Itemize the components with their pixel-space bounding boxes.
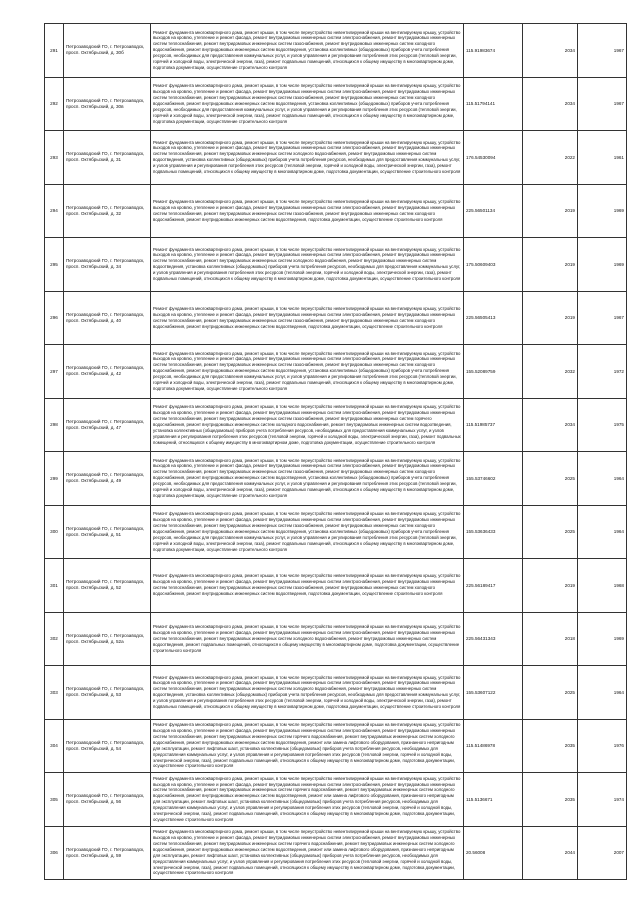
row-number-cell: 298 — [45, 398, 64, 452]
build-year-cell: 1976 — [578, 719, 627, 773]
row-number-cell: 292 — [45, 77, 64, 131]
address-cell: Петрозаводский ГО, г. Петрозаводск, просп. Октябрьский, д. 51 — [64, 505, 151, 559]
address-cell: Петрозаводский ГО, г. Петрозаводск, просп. Октябрьский, д. 56 — [64, 773, 151, 827]
table-row — [45, 291, 627, 345]
cost-cell: 225.56431343 — [464, 612, 523, 666]
cost-cell: 225.56501134 — [464, 184, 523, 238]
planned-year-cell: 2019 — [523, 559, 578, 613]
works-cell: Ремонт фундамента многоквартирного дома, ремонт крыши, в том числе переустройство невентилируемой крыши на вентилируемую крышу, устройство выходов на кровлю, утепление и ремонт фасада, ремонт внутридомовых инженерных систем электроснабжения, ремонт внутридомовых инженерных систем теплоснабжения, ремонт внутридомовых инженерных систем холодного водоснабжения, ремонт внутридомовых инженерных систем водоотведения, ремонт подвальных помещений, относящихся к общему имуществу в многоквартирном доме, подготовка документации, осуществление строительного контроля — [151, 612, 464, 666]
planned-year-cell: 2035 — [523, 773, 578, 827]
works-cell: Ремонт фундамента многоквартирного дома, ремонт крыши, в том числе переустройство невентилируемой крыши на вентилируемую крышу, устройство выходов на кровлю, утепление и ремонт фасада, ремонт внутридомовых инженерных систем электроснабжения, ремонт внутридомовых инженерных систем теплоснабжения, ремонт внутридомовых инженерных систем газоснабжения, ремонт внутридомовых инженерных систем холодного водоснабжения, ремонт внутридомовых инженерных систем водоотведения, установка коллективных (общедомовых) приборов учета потребления ресурсов, необходимых для предоставления коммунальных услуг, и узлов управления и регулирования потребления этих ресурсов (тепловой энергии, горячей и холодной воды, электрической энергии, газа), ремонт подвальных помещений, относящихся к общему имуществу в многоквартирном доме, подготовка документации, осуществление строительного контроля — [151, 505, 464, 559]
works-cell: Ремонт фундамента многоквартирного дома, ремонт крыши, в том числе переустройство невентилируемой крыши на вентилируемую крышу, устройство выходов на кровлю, утепление и ремонт фасада, ремонт внутридомовых инженерных систем электроснабжения, ремонт внутридомовых инженерных систем теплоснабжения, ремонт внутридомовых инженерных систем газоснабжения, ремонт внутридомовых инженерных систем холодного водоснабжения, ремонт внутридомовых инженерных систем водоотведения, установка коллективных (общедомовых) приборов учета потребления ресурсов, необходимых для предоставления коммунальных услуг, и узлов управления и регулирования потребления этих ресурсов (тепловой энергии, горячей и холодной воды, электрической энергии, газа), ремонт подвальных помещений, относящихся к общему имуществу в многоквартирном доме, подготовка документации, осуществление строительного контроля — [151, 452, 464, 506]
address-cell: Петрозаводский ГО, г. Петрозаводск, просп. Октябрьский, д. 53 — [64, 666, 151, 720]
build-year-cell: 1975 — [578, 398, 627, 452]
build-year-cell: 1964 — [578, 452, 627, 506]
build-year-cell: 1969 — [578, 238, 627, 292]
cost-cell: 115.51486978 — [464, 719, 523, 773]
address-cell: Петрозаводский ГО, г. Петрозаводск, просп. Октябрьский, д. 52 — [64, 559, 151, 613]
table-row — [45, 24, 627, 78]
address-cell: Петрозаводский ГО, г. Петрозаводск, просп. Октябрьский, д. 30б — [64, 24, 151, 78]
works-cell: Ремонт фундамента многоквартирного дома, ремонт крыши, в том числе переустройство невентилируемой крыши на вентилируемую крышу, устройство выходов на кровлю, утепление и ремонт фасада, ремонт внутридомовых инженерных систем электроснабжения, ремонт внутридомовых инженерных систем теплоснабжения, ремонт внутридомовых инженерных систем газоснабжения, ремонт внутридомовых инженерных систем холодного водоснабжения, ремонт внутридомовых инженерных систем водоотведения, установка коллективных (общедомовых) приборов учета потребления ресурсов, необходимых для предоставления коммунальных услуг, и узлов управления и регулирования потребления этих ресурсов (тепловой энергии, горячей и холодной воды, электрической энергии, газа), ремонт подвальных помещений, относящихся к общему имуществу в многоквартирном доме, подготовка документации, осуществление строительного контроля — [151, 24, 464, 78]
table-row — [45, 612, 627, 666]
cost-cell: 115.91983674 — [464, 24, 523, 78]
table-row — [45, 559, 627, 613]
build-year-cell: 1968 — [578, 559, 627, 613]
planned-year-cell: 2019 — [523, 291, 578, 345]
row-number-cell: 301 — [45, 559, 64, 613]
address-cell: Петрозаводский ГО, г. Петрозаводск, просп. Октябрьский, д. 31 — [64, 131, 151, 185]
address-cell: Петрозаводский ГО, г. Петрозаводск, просп. Октябрьский, д. 47 — [64, 398, 151, 452]
planned-year-cell: 2025 — [523, 505, 578, 559]
table-row — [45, 666, 627, 720]
works-cell: Ремонт фундамента многоквартирного дома, ремонт крыши, в том числе переустройство невентилируемой крыши на вентилируемую крышу, устройство выходов на кровлю, утепление и ремонт фасада, ремонт внутридомовых инженерных систем электроснабжения, ремонт внутридомовых инженерных систем теплоснабжения, ремонт внутридомовых инженерных систем газоснабжения, ремонт внутридомовых инженерных систем холодного водоснабжения, ремонт внутридомовых инженерных систем водоотведения, подготовка документации, осуществление строительного контроля — [151, 184, 464, 238]
cost-cell: 20.56008 — [464, 826, 523, 880]
table-body — [45, 24, 627, 880]
works-cell: Ремонт фундамента многоквартирного дома, ремонт крыши, в том числе переустройство невентилируемой крыши на вентилируемую крышу, устройство выходов на кровлю, утепление и ремонт фасада, ремонт внутридомовых инженерных систем электроснабжения, ремонт внутридомовых инженерных систем теплоснабжения, ремонт внутридомовых инженерных систем газоснабжения, ремонт внутридомовых инженерных систем холодного водоснабжения, ремонт внутридомовых инженерных систем водоотведения, установка коллективных (общедомовых) приборов учета потребления ресурсов, необходимых для предоставления коммунальных услуг, и узлов управления и регулирования потребления этих ресурсов (тепловой энергии, горячей и холодной воды, электрической энергии, газа), ремонт подвальных помещений, относящихся к общему имуществу в многоквартирном доме, подготовка документации, осуществление строительного контроля — [151, 77, 464, 131]
planned-year-cell: 2044 — [523, 826, 578, 880]
row-number-cell: 300 — [45, 505, 64, 559]
row-number-cell: 302 — [45, 612, 64, 666]
row-number-cell: 306 — [45, 826, 64, 880]
address-cell: Петрозаводский ГО, г. Петрозаводск, просп. Октябрьский, д. 49 — [64, 452, 151, 506]
cost-cell: 155.53607122 — [464, 666, 523, 720]
capital-repair-table — [44, 23, 627, 880]
works-cell: Ремонт фундамента многоквартирного дома, ремонт крыши, в том числе переустройство невентилируемой крыши на вентилируемую крышу, устройство выходов на кровлю, утепление и ремонт фасада, ремонт внутридомовых инженерных систем электроснабжения, ремонт внутридомовых инженерных систем теплоснабжения, ремонт внутридомовых инженерных систем газоснабжения, ремонт внутридомовых инженерных систем холодного водоснабжения, ремонт внутридомовых инженерных систем водоотведения, подготовка документации, осуществление строительного контроля — [151, 559, 464, 613]
build-year-cell: 1964 — [578, 505, 627, 559]
cost-cell: 176.54530094 — [464, 131, 523, 185]
cost-cell: 155.52089759 — [464, 345, 523, 399]
cost-cell: 115.51794141 — [464, 77, 523, 131]
build-year-cell: 1961 — [578, 131, 627, 185]
row-number-cell: 294 — [45, 184, 64, 238]
planned-year-cell: 2025 — [523, 666, 578, 720]
table-row — [45, 505, 627, 559]
works-cell: Ремонт фундамента многоквартирного дома, ремонт крыши, в том числе переустройство невентилируемой крыши на вентилируемую крышу, устройство выходов на кровлю, утепление и ремонт фасада, ремонт внутридомовых инженерных систем электроснабжения, ремонт внутридомовых инженерных систем теплоснабжения, ремонт внутридомовых инженерных систем газоснабжения, ремонт внутридомовых инженерных систем горячего водоснабжения, ремонт внутридомовых инженерных систем холодного водоснабжения, ремонт внутридомовых инженерных систем водоотведения, установка коллективных (общедомовых) приборов учета потребления ресурсов, необходимых для предоставления коммунальных услуг, и узлов управления и регулирования потребления этих ресурсов (тепловой энергии, горячей и холодной воды, электрической энергии, газа), ремонт подвальных помещений, относящихся к общему имуществу в многоквартирном доме, подготовка документации, осуществление строительного контроля — [151, 398, 464, 452]
build-year-cell: 1974 — [578, 773, 627, 827]
table-row — [45, 773, 627, 827]
planned-year-cell: 2019 — [523, 184, 578, 238]
table-row — [45, 184, 627, 238]
planned-year-cell: 2019 — [523, 238, 578, 292]
build-year-cell: 1967 — [578, 24, 627, 78]
row-number-cell: 304 — [45, 719, 64, 773]
address-cell: Петрозаводский ГО, г. Петрозаводск, просп. Октябрьский, д. 52а — [64, 612, 151, 666]
row-number-cell: 295 — [45, 238, 64, 292]
planned-year-cell: 2034 — [523, 398, 578, 452]
cost-cell: 225.56189417 — [464, 559, 523, 613]
build-year-cell: 1969 — [578, 184, 627, 238]
works-cell: Ремонт фундамента многоквартирного дома, ремонт крыши, в том числе переустройство невентилируемой крыши на вентилируемую крышу, устройство выходов на кровлю, утепление и ремонт фасада, ремонт внутридомовых инженерных систем электроснабжения, ремонт внутридомовых инженерных систем теплоснабжения, ремонт внутридомовых инженерных систем горячего водоснабжения, ремонт внутридомовых инженерных систем холодного водоснабжения, ремонт внутридомовых инженерных систем водоотведения, ремонт или замена лифтового оборудования, признанного непригодным для эксплуатации, ремонт лифтовых шахт, установка коллективных (общедомовых) приборов учета потребления ресурсов, необходимых для предоставления коммунальных услуг, и узлов управления и регулирования потребления этих ресурсов (тепловой энергии, горячей и холодной воды, электрической энергии, газа), ремонт подвальных помещений, относящихся к общему имуществу в многоквартирном доме, подготовка документации, осуществление строительного контроля — [151, 773, 464, 827]
table-row — [45, 77, 627, 131]
build-year-cell: 1969 — [578, 612, 627, 666]
build-year-cell: 2007 — [578, 826, 627, 880]
works-cell: Ремонт фундамента многоквартирного дома, ремонт крыши, в том числе переустройство невентилируемой крыши на вентилируемую крышу, устройство выходов на кровлю, утепление и ремонт фасада, ремонт внутридомовых инженерных систем электроснабжения, ремонт внутридомовых инженерных систем теплоснабжения, ремонт внутридомовых инженерных систем газоснабжения, ремонт внутридомовых инженерных систем холодного водоснабжения, ремонт внутридомовых инженерных систем водоотведения, подготовка документации, осуществление строительного контроля — [151, 291, 464, 345]
cost-cell: 155.53746602 — [464, 452, 523, 506]
address-cell: Петрозаводский ГО, г. Петрозаводск, просп. Октябрьский, д. 30в — [64, 77, 151, 131]
works-cell: Ремонт фундамента многоквартирного дома, ремонт крыши, в том числе переустройство невентилируемой крыши на вентилируемую крышу, устройство выходов на кровлю, утепление и ремонт фасада, ремонт внутридомовых инженерных систем электроснабжения, ремонт внутридомовых инженерных систем теплоснабжения, ремонт внутридомовых инженерных систем горячего водоснабжения, ремонт внутридомовых инженерных систем холодного водоснабжения, ремонт внутридомовых инженерных систем водоотведения, ремонт или замена лифтового оборудования, признанного непригодным для эксплуатации, ремонт лифтовых шахт, установка коллективных (общедомовых) приборов учета потребления ресурсов, необходимых для предоставления коммунальных услуг, и узлов управления и регулирования потребления этих ресурсов (тепловой энергии, горячей и холодной воды, электрической энергии, газа), ремонт подвальных помещений, относящихся к общему имуществу в многоквартирном доме, подготовка документации, осуществление строительного контроля — [151, 826, 464, 880]
build-year-cell: 1967 — [578, 77, 627, 131]
table-row — [45, 398, 627, 452]
table-row — [45, 719, 627, 773]
address-cell: Петрозаводский ГО, г. Петрозаводск, просп. Октябрьский, д. 40 — [64, 291, 151, 345]
works-cell: Ремонт фундамента многоквартирного дома, ремонт крыши, в том числе переустройство невентилируемой крыши на вентилируемую крышу, устройство выходов на кровлю, утепление и ремонт фасада, ремонт внутридомовых инженерных систем электроснабжения, ремонт внутридомовых инженерных систем теплоснабжения, ремонт внутридомовых инженерных систем холодного водоснабжения, ремонт внутридомовых инженерных систем водоотведения, установка коллективных (общедомовых) приборов учета потребления ресурсов, необходимых для предоставления коммунальных услуг, и узлов управления и регулирования потребления этих ресурсов (тепловой энергии, горячей и холодной воды, электрической энергии, газа), ремонт подвальных помещений, относящихся к общему имуществу в многоквартирном доме, подготовка документации, осуществление строительного контроля — [151, 666, 464, 720]
row-number-cell: 305 — [45, 773, 64, 827]
works-cell: Ремонт фундамента многоквартирного дома, ремонт крыши, в том числе переустройство невентилируемой крыши на вентилируемую крышу, устройство выходов на кровлю, утепление и ремонт фасада, ремонт внутридомовых инженерных систем электроснабжения, ремонт внутридомовых инженерных систем теплоснабжения, ремонт внутридомовых инженерных систем горячего водоснабжения, ремонт внутридомовых инженерных систем холодного водоснабжения, ремонт внутридомовых инженерных систем водоотведения, ремонт или замена лифтового оборудования, признанного непригодным для эксплуатации, ремонт лифтовых шахт, установка коллективных (общедомовых) приборов учета потребления ресурсов, необходимых для предоставления коммунальных услуг, и узлов управления и регулирования потребления этих ресурсов (тепловой энергии, горячей и холодной воды, электрической энергии, газа), ремонт подвальных помещений, относящихся к общему имуществу в многоквартирном доме, подготовка документации, осуществление строительного контроля — [151, 719, 464, 773]
planned-year-cell: 2025 — [523, 452, 578, 506]
build-year-cell: 1967 — [578, 291, 627, 345]
cost-cell: 175.50609403 — [464, 238, 523, 292]
planned-year-cell: 2034 — [523, 77, 578, 131]
row-number-cell: 297 — [45, 345, 64, 399]
address-cell: Петрозаводский ГО, г. Петрозаводск, просп. Октябрьский, д. 54 — [64, 719, 151, 773]
cost-cell: 155.53636433 — [464, 505, 523, 559]
address-cell: Петрозаводский ГО, г. Петрозаводск, просп. Октябрьский, д. 59 — [64, 826, 151, 880]
works-cell: Ремонт фундамента многоквартирного дома, ремонт крыши, в том числе переустройство невентилируемой крыши на вентилируемую крышу, устройство выходов на кровлю, утепление и ремонт фасада, ремонт внутридомовых инженерных систем электроснабжения, ремонт внутридомовых инженерных систем теплоснабжения, ремонт внутридомовых инженерных систем холодного водоснабжения, ремонт внутридомовых инженерных систем водоотведения, установка коллективных (общедомовых) приборов учета потребления ресурсов, необходимых для предоставления коммунальных услуг, и узлов управления и регулирования потребления этих ресурсов (тепловой энергии, горячей и холодной воды, электрической энергии, газа), ремонт подвальных помещений, относящихся к общему имуществу в многоквартирном доме, подготовка документации, осуществление строительного контроля — [151, 238, 464, 292]
row-number-cell: 291 — [45, 24, 64, 78]
table-row — [45, 345, 627, 399]
row-number-cell: 296 — [45, 291, 64, 345]
planned-year-cell: 2034 — [523, 24, 578, 78]
planned-year-cell: 2022 — [523, 131, 578, 185]
planned-year-cell: 2035 — [523, 719, 578, 773]
works-cell: Ремонт фундамента многоквартирного дома, ремонт крыши, в том числе переустройство невентилируемой крыши на вентилируемую крышу, устройство выходов на кровлю, утепление и ремонт фасада, ремонт внутридомовых инженерных систем электроснабжения, ремонт внутридомовых инженерных систем теплоснабжения, ремонт внутридомовых инженерных систем холодного водоснабжения, ремонт внутридомовых инженерных систем водоотведения, установка коллективных (общедомовых) приборов учета потребления ресурсов, необходимых для предоставления коммунальных услуг, и узлов управления и регулирования потребления этих ресурсов (тепловой энергии, горячей и холодной воды, электрической энергии, газа), ремонт подвальных помещений, относящихся к общему имуществу в многоквартирном доме, подготовка документации, осуществление строительного контроля — [151, 131, 464, 185]
cost-cell: 115.51985737 — [464, 398, 523, 452]
table-row — [45, 238, 627, 292]
address-cell: Петрозаводский ГО, г. Петрозаводск, просп. Октябрьский, д. 32 — [64, 184, 151, 238]
address-cell: Петрозаводский ГО, г. Петрозаводск, просп. Октябрьский, д. 34 — [64, 238, 151, 292]
planned-year-cell: 2032 — [523, 345, 578, 399]
document-sheet — [44, 23, 624, 880]
address-cell: Петрозаводский ГО, г. Петрозаводск, просп. Октябрьский, д. 42 — [64, 345, 151, 399]
table-row — [45, 826, 627, 880]
build-year-cell: 1964 — [578, 666, 627, 720]
build-year-cell: 1972 — [578, 345, 627, 399]
table-row — [45, 131, 627, 185]
row-number-cell: 303 — [45, 666, 64, 720]
table-row — [45, 452, 627, 506]
cost-cell: 115.5136671 — [464, 773, 523, 827]
cost-cell: 225.56505413 — [464, 291, 523, 345]
planned-year-cell: 2018 — [523, 612, 578, 666]
row-number-cell: 299 — [45, 452, 64, 506]
works-cell: Ремонт фундамента многоквартирного дома, ремонт крыши, в том числе переустройство невентилируемой крыши на вентилируемую крышу, устройство выходов на кровлю, утепление и ремонт фасада, ремонт внутридомовых инженерных систем электроснабжения, ремонт внутридомовых инженерных систем теплоснабжения, ремонт внутридомовых инженерных систем газоснабжения, ремонт внутридомовых инженерных систем холодного водоснабжения, ремонт внутридомовых инженерных систем водоотведения, установка коллективных (общедомовых) приборов учета потребления ресурсов, необходимых для предоставления коммунальных услуг, и узлов управления и регулирования потребления этих ресурсов (тепловой энергии, горячей и холодной воды, электрической энергии, газа), ремонт подвальных помещений, относящихся к общему имуществу в многоквартирном доме, подготовка документации, осуществление строительного контроля — [151, 345, 464, 399]
row-number-cell: 293 — [45, 131, 64, 185]
